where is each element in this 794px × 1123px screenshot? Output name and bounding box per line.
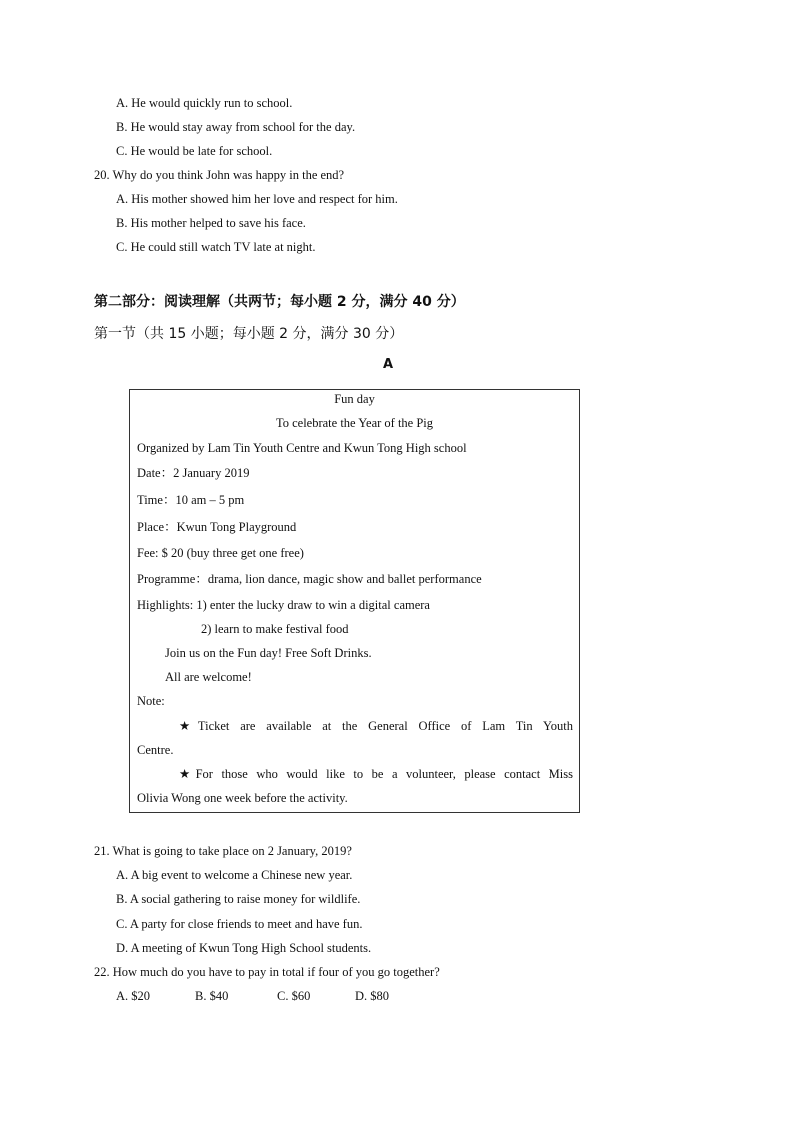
q20-option-b: B. His mother helped to save his face. [116, 216, 306, 230]
q19-option-b: B. He would stay away from school for the day. [116, 120, 356, 134]
q22-option-d: D. $80 [355, 989, 390, 1003]
notice-title: Fun day [334, 392, 375, 406]
q22-option-c: C. $60 [277, 989, 311, 1003]
q19-option-c: C. He would be late for school. [116, 144, 273, 158]
notice-welcome: All are welcome! [165, 670, 252, 684]
q22-option-b: B. $40 [195, 989, 229, 1003]
section-subheading: 第一节（共 15 小题；每小题 2 分，满分 30 分） [94, 326, 404, 342]
notice-note-1-line-2: Centre. [137, 743, 174, 757]
notice-highlight-1: Highlights: 1) enter the lucky draw to win a digital camera [137, 598, 430, 612]
notice-note-2-line-1: ★For those who would like to be a volunteer, please contact Miss [179, 767, 573, 781]
notice-organizer: Organized by Lam Tin Youth Centre and Kwun Tong High school [137, 441, 467, 455]
notice-subtitle: To celebrate the Year of the Pig [275, 416, 434, 430]
notice-note-label: Note: [137, 694, 165, 708]
q21-question: 21. What is going to take place on 2 January, 2019? [94, 844, 352, 858]
q19-option-a: A. He would quickly run to school. [116, 96, 293, 110]
notice-time: Time：10 am – 5 pm [137, 493, 245, 507]
notice-highlight-2: 2) learn to make festival food [201, 622, 349, 636]
passage-letter: A [382, 357, 394, 372]
notice-place: Place：Kwun Tong Playground [137, 520, 297, 534]
notice-join: Join us on the Fun day! Free Soft Drinks. [165, 646, 372, 660]
notice-note-1-line-1: ★Ticket are available at the General Office of Lam Tin Youth [179, 719, 573, 733]
part-heading: 第二部分：阅读理解（共两节；每小题 2 分，满分 40 分） [94, 294, 465, 310]
q21-option-d: D. A meeting of Kwun Tong High School students. [116, 941, 372, 955]
q22-question: 22. How much do you have to pay in total if four of you go together? [94, 965, 440, 979]
q20-option-c: C. He could still watch TV late at night. [116, 240, 316, 254]
q21-option-b: B. A social gathering to raise money for wildlife. [116, 892, 361, 906]
q22-options [116, 988, 389, 1004]
notice-box [129, 389, 580, 813]
q22-option-a: A. $20 [116, 989, 151, 1003]
notice-note-2-line-2: Olivia Wong one week before the activity. [137, 791, 348, 805]
q20-option-a: A. His mother showed him her love and respect for him. [116, 192, 398, 206]
q20-question: 20. Why do you think John was happy in the end? [94, 168, 345, 182]
q21-option-a: A. A big event to welcome a Chinese new year. [116, 868, 353, 882]
notice-programme: Programme：drama, lion dance, magic show and ballet performance [137, 572, 482, 586]
notice-fee: Fee: $ 20 (buy three get one free) [137, 546, 304, 560]
q21-option-c: C. A party for close friends to meet and have fun. [116, 917, 363, 931]
notice-date: Date：2 January 2019 [137, 466, 250, 480]
